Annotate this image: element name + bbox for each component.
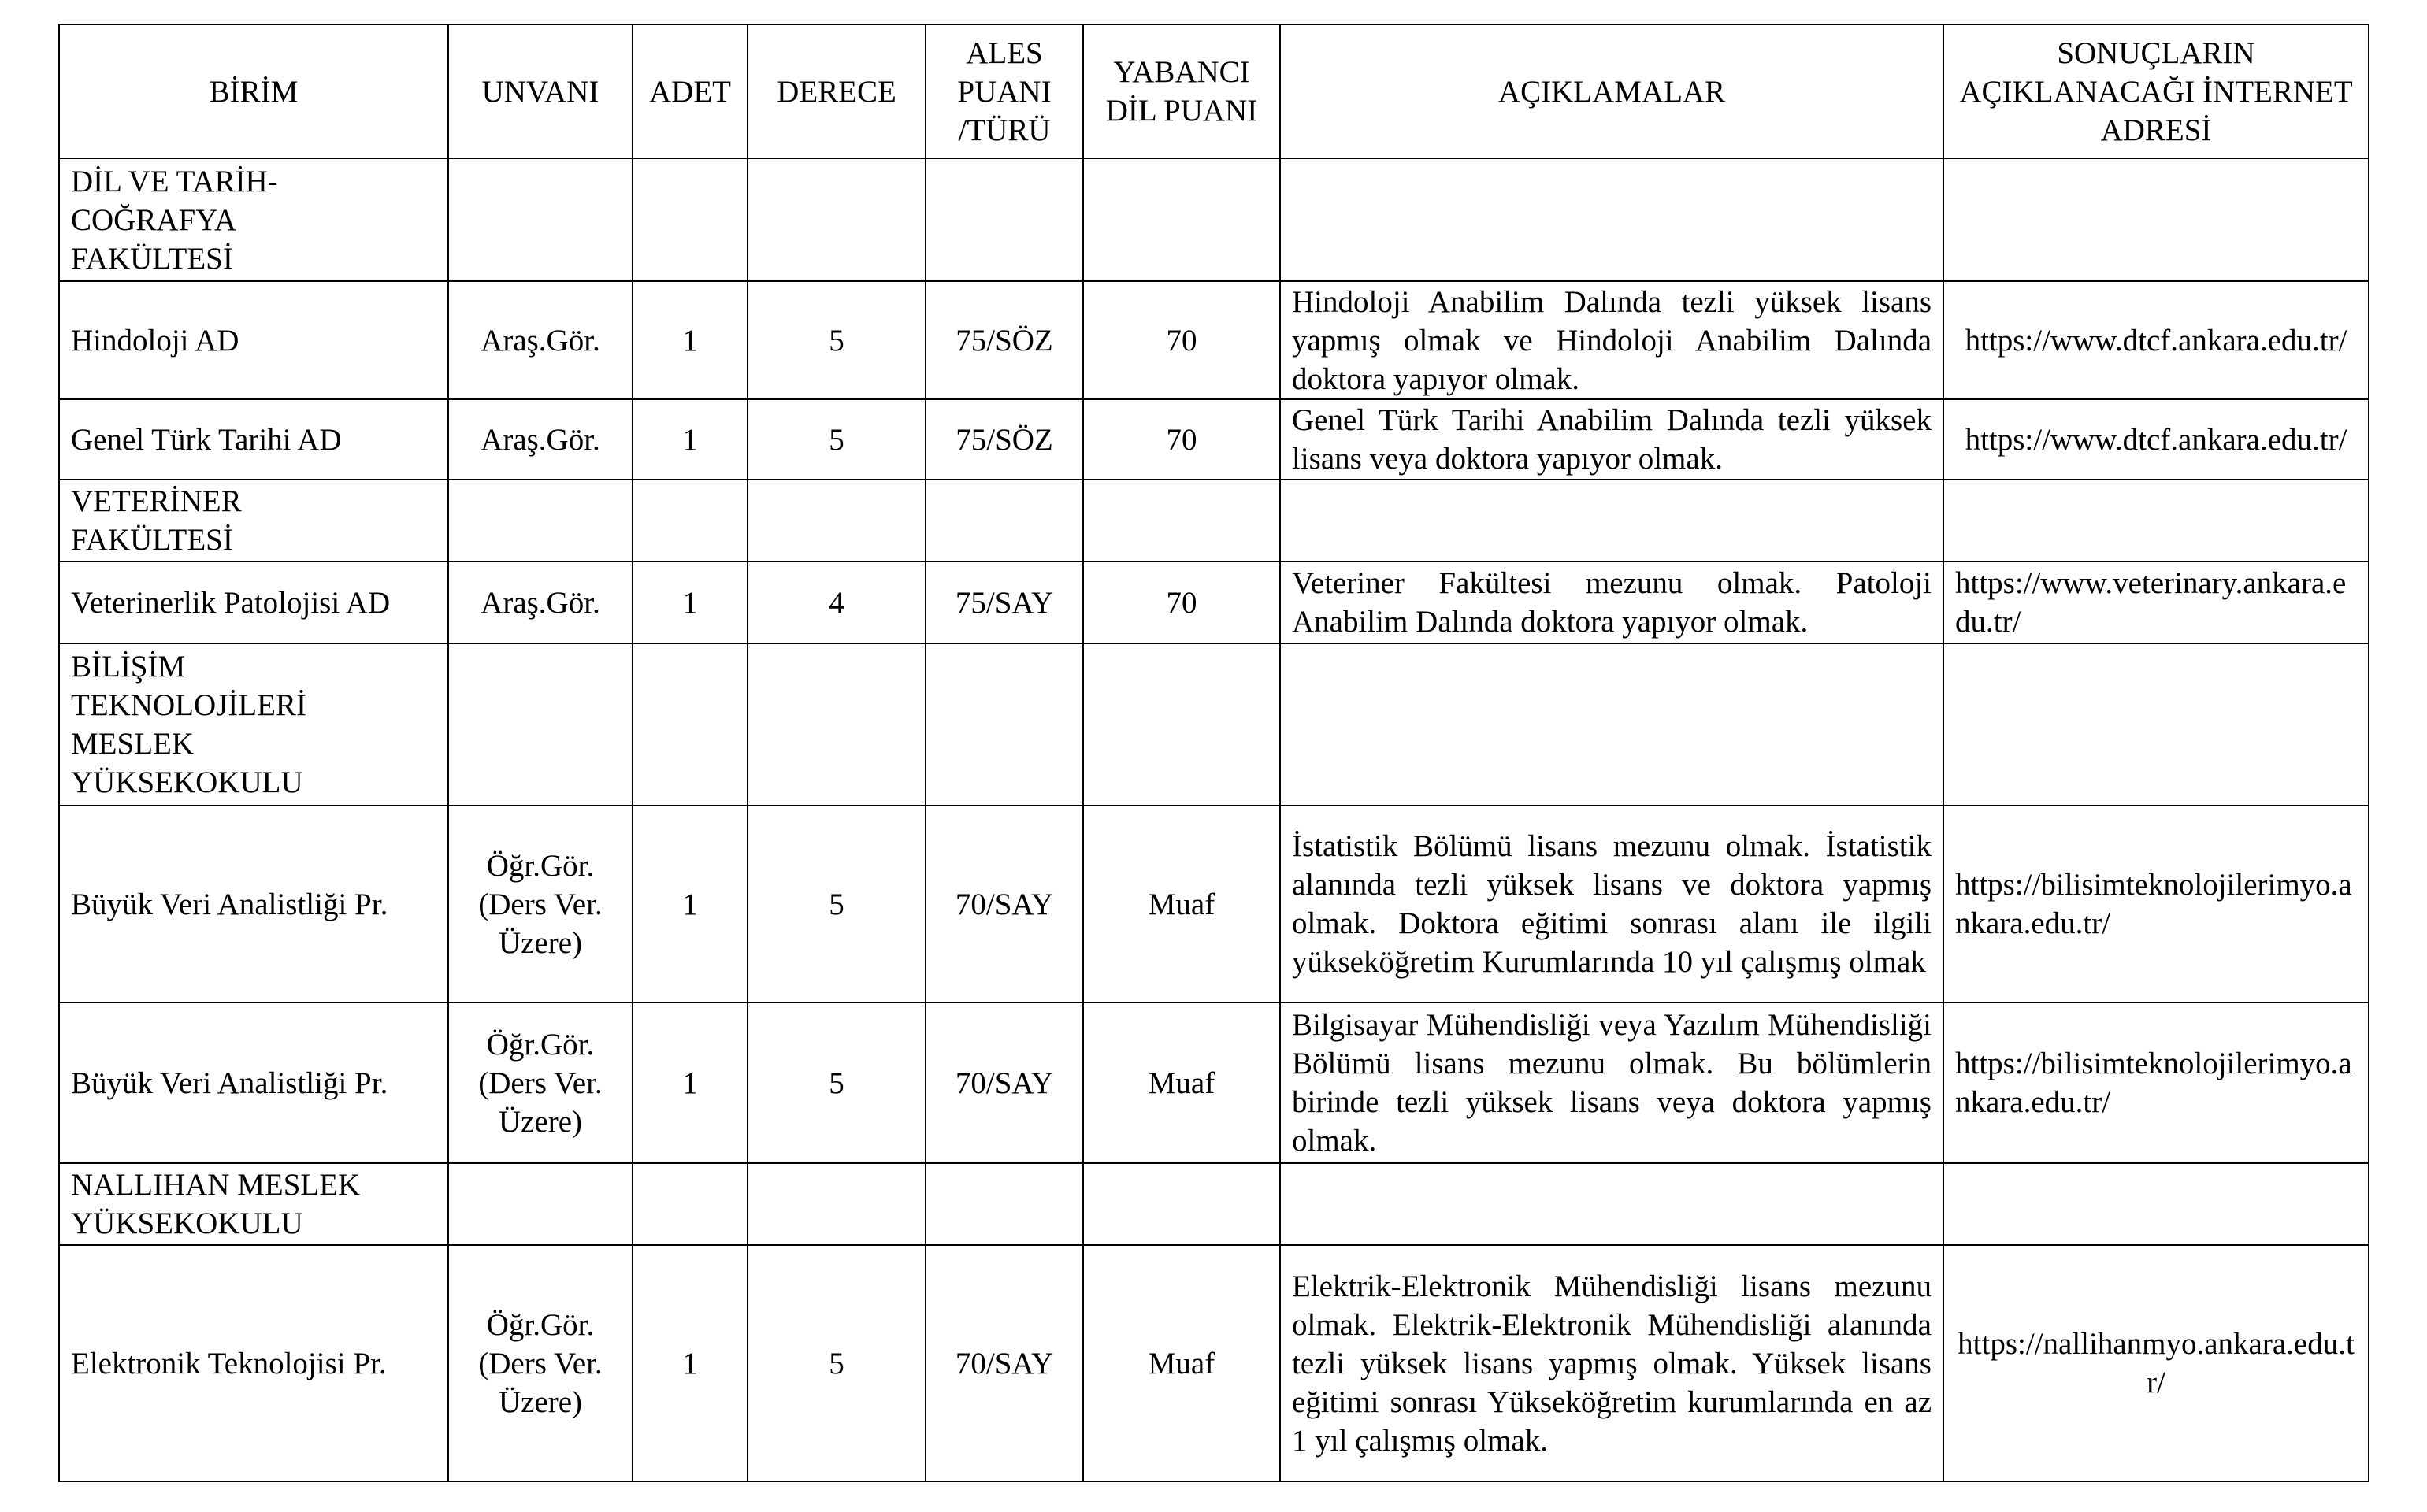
header-unvani: UNVANI: [448, 24, 633, 158]
section-title: NALLIHAN MESLEK YÜKSEKOKULU: [59, 1163, 448, 1245]
cell-birim: Büyük Veri Analistliği Pr.: [59, 806, 448, 1002]
cell-ales: 70/SAY: [926, 1245, 1083, 1481]
table-row: [59, 1245, 2369, 1481]
cell-ales: 70/SAY: [926, 806, 1083, 1002]
cell-adet: 1: [633, 806, 748, 1002]
cell-adet: 1: [633, 281, 748, 399]
cell-ales: 75/SÖZ: [926, 399, 1083, 480]
cell-yabanci-dil: Muaf: [1083, 1245, 1280, 1481]
cell-birim: Elektronik Teknolojisi Pr.: [59, 1245, 448, 1481]
cell-adet: 1: [633, 1245, 748, 1481]
cell-derece: 5: [748, 281, 926, 399]
cell-aciklama: Hindoloji Anabilim Dalında tezli yüksek lisans yapmış olmak ve Hindoloji Anabilim Dalında doktora yapıyor olmak.: [1280, 281, 1943, 399]
empty-cell: [748, 158, 926, 281]
cell-birim: Hindoloji AD: [59, 281, 448, 399]
empty-cell: [926, 158, 1083, 281]
cell-unvani: Araş.Gör.: [448, 561, 633, 643]
cell-adet: 1: [633, 399, 748, 480]
positions-table: [58, 24, 2369, 1482]
cell-ales: 75/SÖZ: [926, 281, 1083, 399]
empty-cell: [1943, 643, 2369, 806]
header-ales: ALES PUANI /TÜRÜ: [926, 24, 1083, 158]
cell-adet: 1: [633, 561, 748, 643]
empty-cell: [448, 643, 633, 806]
cell-yabanci-dil: 70: [1083, 561, 1280, 643]
table-row: [59, 806, 2369, 1002]
empty-cell: [748, 1163, 926, 1245]
table-row: [59, 281, 2369, 399]
empty-cell: [1280, 643, 1943, 806]
cell-aciklama: Veteriner Fakültesi mezunu olmak. Patoloji Anabilim Dalında doktora yapıyor olmak.: [1280, 561, 1943, 643]
cell-url: https://bilisimteknolojilerimyo.ankara.edu.tr/: [1943, 1002, 2369, 1163]
empty-cell: [926, 480, 1083, 561]
empty-cell: [1083, 643, 1280, 806]
empty-cell: [1280, 480, 1943, 561]
header-yabanci-dil: YABANCI DİL PUANI: [1083, 24, 1280, 158]
cell-unvani: Araş.Gör.: [448, 281, 633, 399]
empty-cell: [926, 1163, 1083, 1245]
section-title: BİLİŞİM TEKNOLOJİLERİ MESLEK YÜKSEKOKULU: [59, 643, 448, 806]
cell-url: https://nallihanmyo.ankara.edu.tr/: [1943, 1245, 2369, 1481]
section-title: DİL VE TARİH- COĞRAFYA FAKÜLTESİ: [59, 158, 448, 281]
section-row: [59, 1163, 2369, 1245]
cell-yabanci-dil: Muaf: [1083, 806, 1280, 1002]
empty-cell: [1943, 158, 2369, 281]
cell-yabanci-dil: Muaf: [1083, 1002, 1280, 1163]
header-adet: ADET: [633, 24, 748, 158]
section-row: [59, 643, 2369, 806]
cell-unvani: Öğr.Gör. (Ders Ver. Üzere): [448, 806, 633, 1002]
section-title: VETERİNER FAKÜLTESİ: [59, 480, 448, 561]
empty-cell: [633, 643, 748, 806]
cell-aciklama: Genel Türk Tarihi Anabilim Dalında tezli yüksek lisans veya doktora yapıyor olmak.: [1280, 399, 1943, 480]
table-row: [59, 399, 2369, 480]
empty-cell: [1083, 1163, 1280, 1245]
cell-url: https://www.dtcf.ankara.edu.tr/: [1943, 399, 2369, 480]
header-sonuclar-url: SONUÇLARIN AÇIKLANACAĞI İNTERNET ADRESİ: [1943, 24, 2369, 158]
cell-url: https://bilisimteknolojilerimyo.ankara.edu.tr/: [1943, 806, 2369, 1002]
cell-derece: 4: [748, 561, 926, 643]
empty-cell: [633, 1163, 748, 1245]
section-row: [59, 480, 2369, 561]
cell-unvani: Öğr.Gör. (Ders Ver. Üzere): [448, 1002, 633, 1163]
cell-unvani: Öğr.Gör. (Ders Ver. Üzere): [448, 1245, 633, 1481]
header-row: [59, 24, 2369, 158]
cell-url: https://www.dtcf.ankara.edu.tr/: [1943, 281, 2369, 399]
cell-unvani: Araş.Gör.: [448, 399, 633, 480]
empty-cell: [926, 643, 1083, 806]
header-birim: BİRİM: [59, 24, 448, 158]
cell-birim: Genel Türk Tarihi AD: [59, 399, 448, 480]
header-derece: DERECE: [748, 24, 926, 158]
empty-cell: [1280, 158, 1943, 281]
empty-cell: [448, 480, 633, 561]
empty-cell: [1280, 1163, 1943, 1245]
cell-derece: 5: [748, 806, 926, 1002]
empty-cell: [748, 643, 926, 806]
cell-ales: 70/SAY: [926, 1002, 1083, 1163]
empty-cell: [1943, 1163, 2369, 1245]
empty-cell: [633, 480, 748, 561]
cell-derece: 5: [748, 1245, 926, 1481]
empty-cell: [1083, 158, 1280, 281]
header-aciklamalar: AÇIKLAMALAR: [1280, 24, 1943, 158]
table-row: [59, 1002, 2369, 1163]
empty-cell: [748, 480, 926, 561]
cell-aciklama: İstatistik Bölümü lisans mezunu olmak. İstatistik alanında tezli yüksek lisans ve doktora yapmış olmak. Doktora eğitimi sonrası alanı ile ilgili yükseköğretim Kurumlarında 10 yıl çalışmış olmak: [1280, 806, 1943, 1002]
cell-birim: Büyük Veri Analistliği Pr.: [59, 1002, 448, 1163]
cell-derece: 5: [748, 1002, 926, 1163]
cell-derece: 5: [748, 399, 926, 480]
empty-cell: [1083, 480, 1280, 561]
cell-adet: 1: [633, 1002, 748, 1163]
empty-cell: [448, 158, 633, 281]
empty-cell: [448, 1163, 633, 1245]
cell-aciklama: Elektrik-Elektronik Mühendisliği lisans mezunu olmak. Elektrik-Elektronik Mühendisliği alanında tezli yüksek lisans yapmış olmak. Yüksek lisans eğitimi sonrası Yükseköğretim kurumlarında en az 1 yıl çalışmış olmak.: [1280, 1245, 1943, 1481]
cell-birim: Veterinerlik Patolojisi AD: [59, 561, 448, 643]
cell-yabanci-dil: 70: [1083, 281, 1280, 399]
cell-url: https://www.veterinary.ankara.edu.tr/: [1943, 561, 2369, 643]
cell-aciklama: Bilgisayar Mühendisliği veya Yazılım Mühendisliği Bölümü lisans mezunu olmak. Bu bölümlerin birinde tezli yüksek lisans veya doktora yapmış olmak.: [1280, 1002, 1943, 1163]
section-row: [59, 158, 2369, 281]
cell-ales: 75/SAY: [926, 561, 1083, 643]
empty-cell: [633, 158, 748, 281]
table-row: [59, 561, 2369, 643]
empty-cell: [1943, 480, 2369, 561]
cell-yabanci-dil: 70: [1083, 399, 1280, 480]
